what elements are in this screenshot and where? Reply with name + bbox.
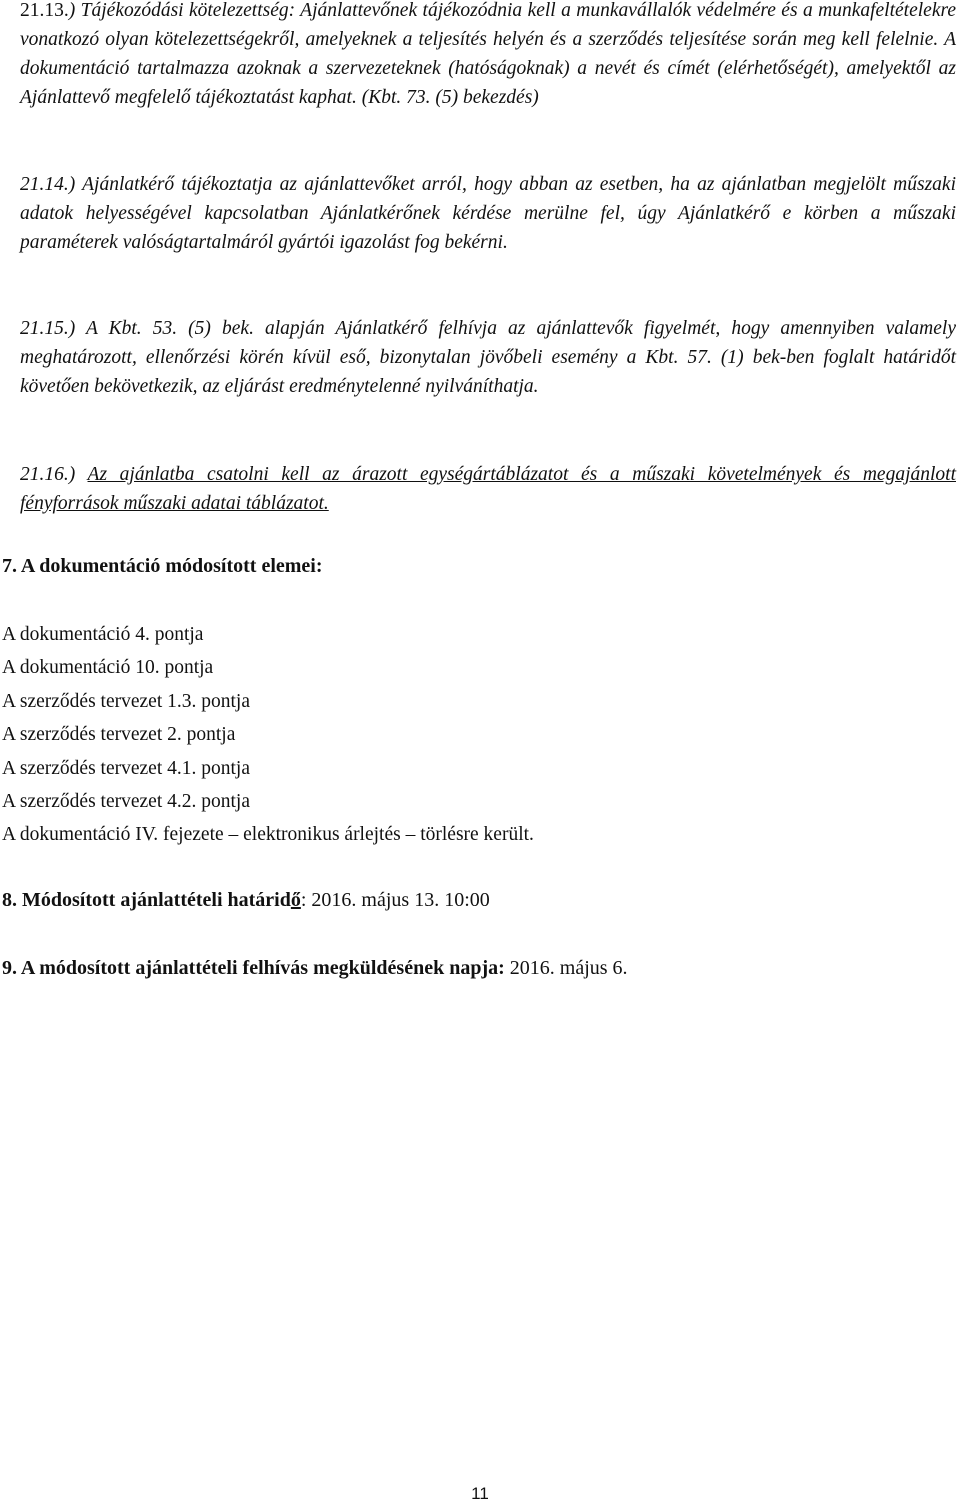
paragraph-21-13 xyxy=(20,0,956,112)
list-item: A szerződés tervezet 1.3. pontja xyxy=(2,690,250,712)
deadline-value: : 2016. május 13. 10:00 xyxy=(300,889,490,911)
sending-date-value: 2016. május 6. xyxy=(504,957,628,979)
paragraph-21-15 xyxy=(20,314,956,401)
sending-date-label: 9. A módosított ajánlattételi felhívás megküldésének napja: xyxy=(2,957,505,979)
list-item: A dokumentáció IV. fejezete – elektronikus árlejtés – törlésre került. xyxy=(2,824,534,846)
deadline-label: 8. Módosított ajánlattételi határidő xyxy=(2,889,301,911)
paragraph-text: Az ajánlatba csatolni kell az árazott egységártáblázatot és a műszaki követelmények és megajánlott fényforrások műszaki adatai táblázatot. xyxy=(20,464,956,514)
list-item: A szerződés tervezet 2. pontja xyxy=(2,724,236,746)
paragraph-text: ) Tájékozódási kötelezettség: Ajánlattevőnek tájékozódnia kell a munkavállalók védelmére és a munkafeltételekre vonatkozó olyan kötelezettségekről, amelyeknek a teljesítés helyén és a szerződés teljesítése során meg kell felelnie. A dokumentáció tartalmazza azoknak a szervezeteknek (hatóságoknak) a nevét és címét (elérhetőségét), amelyektől az Ajánlattevő megfelelő tájékoztatást kaphat. (Kbt. 73. (5) bekezdés) xyxy=(20,0,956,108)
paragraph-21-16 xyxy=(20,460,956,518)
list-item: A szerződés tervezet 4.1. pontja xyxy=(2,757,250,779)
list-item: A szerződés tervezet 4.2. pontja xyxy=(2,791,250,813)
section-heading-7: 7. A dokumentáció módosított elemei: xyxy=(2,555,323,577)
sending-date-line xyxy=(2,954,628,982)
paragraph-text: 21.14.) Ajánlatkérő tájékoztatja az ajánlattevőket arról, hogy abban az esetben, ha az ajánlatban megjelölt műszaki adatok helyességével kapcsolatban Ajánlatkérőnek kérdése merülne fel, úgy Ajánlatkérő e körben a műszaki paraméterek valóságtartalmáról gyártói igazolást fog bekérni. xyxy=(20,174,956,253)
paragraph-text: 21.15.) A Kbt. 53. (5) bek. alapján Ajánlatkérő felhívja az ajánlattevők figyelmét, hogy amennyiben valamely meghatározott, ellenőrzési körén kívül eső, bizonytalan jövőbeli esemény a Kbt. 57. (1) bek-ben foglalt határidőt követően bekövetkezik, az eljárást eredménytelenné nyilváníthatja. xyxy=(20,318,956,397)
section-number: 21.16.) xyxy=(20,464,76,485)
page-number: 11 xyxy=(471,1484,489,1503)
paragraph-21-14 xyxy=(20,170,956,257)
deadline-line xyxy=(2,886,490,914)
section-number: 21.13. xyxy=(20,0,69,21)
list-item: A dokumentáció 4. pontja xyxy=(2,624,204,645)
list-item: A dokumentáció 10. pontja xyxy=(2,657,214,679)
modified-elements-list xyxy=(2,618,902,852)
